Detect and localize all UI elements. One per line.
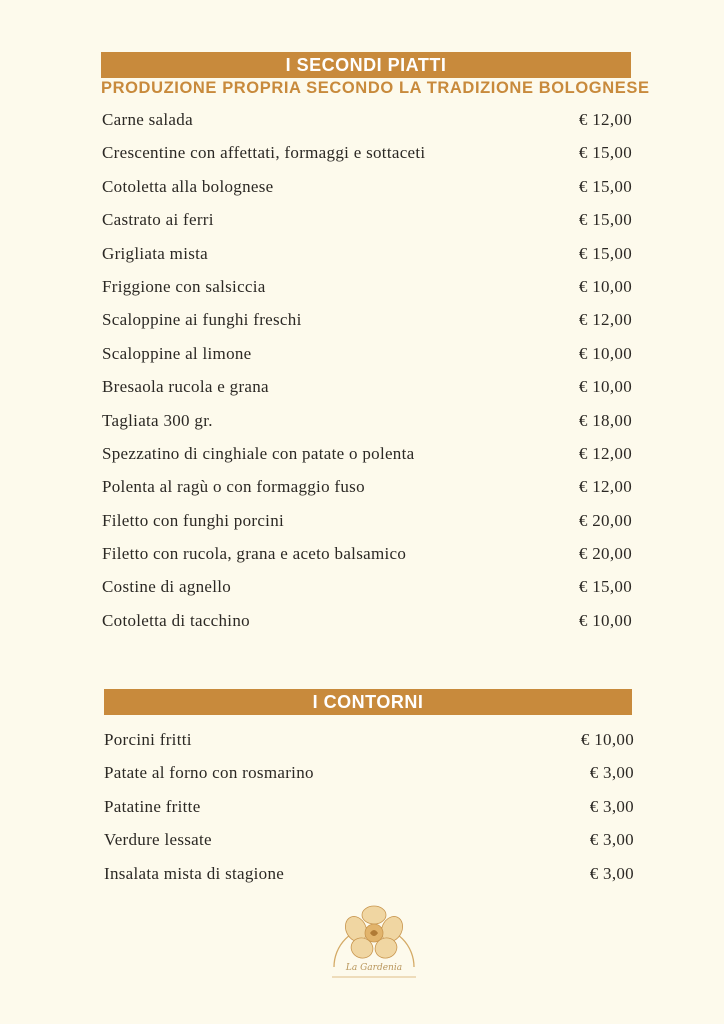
dish-price: € 20,00 <box>578 544 632 564</box>
dish-name: Insalata mista di stagione <box>104 863 285 883</box>
dish-name: Tagliata 300 gr. <box>102 410 213 430</box>
dish-name: Castrato ai ferri <box>102 210 214 230</box>
dish-name: Crescentine con affettati, formaggi e sottaceti <box>102 143 426 163</box>
dish-name: Porcini fritti <box>104 730 192 749</box>
dish-price: € 12,00 <box>578 310 632 330</box>
menu-item <box>104 730 634 763</box>
dish-price: € 3,00 <box>589 763 634 783</box>
dish-price: € 3,00 <box>589 863 634 883</box>
dish-name: Carne salada <box>102 110 193 129</box>
menu-item <box>102 444 632 477</box>
menu-item <box>104 830 634 863</box>
dish-name: Cotoletta alla bolognese <box>102 176 274 196</box>
dish-price: € 15,00 <box>578 176 632 196</box>
dish-price: € 10,00 <box>580 730 634 749</box>
menu-item <box>102 611 632 644</box>
dish-price: € 15,00 <box>578 210 632 230</box>
menu-item <box>102 210 632 243</box>
contorni-section-title: I CONTORNI <box>104 689 632 715</box>
menu-item <box>102 377 632 410</box>
menu-item <box>102 143 632 176</box>
menu-item <box>104 797 634 830</box>
dish-price: € 3,00 <box>589 796 634 816</box>
dish-name: Spezzatino di cinghiale con patate o polenta <box>102 443 415 463</box>
dish-name: Polenta al ragù o con formaggio fuso <box>102 477 365 497</box>
secondi-subtitle: PRODUZIONE PROPRIA SECONDO LA TRADIZIONE BOLOGNESE <box>101 79 650 97</box>
menu-item <box>102 477 632 510</box>
menu-item <box>102 110 632 143</box>
secondi-section-title: I SECONDI PIATTI <box>101 52 631 78</box>
menu-item <box>102 577 632 610</box>
dish-name: Filetto con funghi porcini <box>102 510 285 530</box>
menu-item <box>102 344 632 377</box>
menu-item <box>102 411 632 444</box>
dish-price: € 15,00 <box>578 243 632 263</box>
menu-item <box>102 244 632 277</box>
secondi-menu-list <box>102 110 632 644</box>
dish-price: € 12,00 <box>578 477 632 497</box>
dish-price: € 12,00 <box>578 110 632 129</box>
menu-item <box>102 177 632 210</box>
menu-item <box>104 763 634 796</box>
dish-price: € 10,00 <box>578 610 632 630</box>
dish-price: € 10,00 <box>578 343 632 363</box>
menu-item <box>102 544 632 577</box>
dish-name: Filetto con rucola, grana e aceto balsamico <box>102 544 407 564</box>
dish-price: € 20,00 <box>578 510 632 530</box>
menu-item <box>102 511 632 544</box>
dish-name: Patatine fritte <box>104 796 201 816</box>
menu-item <box>102 277 632 310</box>
dish-price: € 10,00 <box>578 377 632 397</box>
dish-name: Verdure lessate <box>104 830 212 850</box>
dish-name: Costine di agnello <box>102 577 232 597</box>
logo-caption: La Gardenia <box>345 963 403 973</box>
restaurant-logo <box>326 893 422 983</box>
dish-name: Bresaola rucola e grana <box>102 377 269 397</box>
dish-price: € 18,00 <box>578 410 632 430</box>
contorni-menu-list <box>104 730 634 897</box>
dish-name: Friggione con salsiccia <box>102 276 266 296</box>
menu-item <box>102 310 632 343</box>
dish-price: € 15,00 <box>578 143 632 163</box>
dish-price: € 12,00 <box>578 443 632 463</box>
dish-name: Patate al forno con rosmarino <box>104 763 314 783</box>
dish-price: € 15,00 <box>578 577 632 597</box>
dish-name: Cotoletta di tacchino <box>102 610 250 630</box>
dish-name: Scaloppine al limone <box>102 343 252 363</box>
dish-price: € 10,00 <box>578 276 632 296</box>
dish-name: Grigliata mista <box>102 243 209 263</box>
menu-item <box>104 864 634 897</box>
dish-name: Scaloppine ai funghi freschi <box>102 310 302 330</box>
dish-price: € 3,00 <box>589 830 634 850</box>
